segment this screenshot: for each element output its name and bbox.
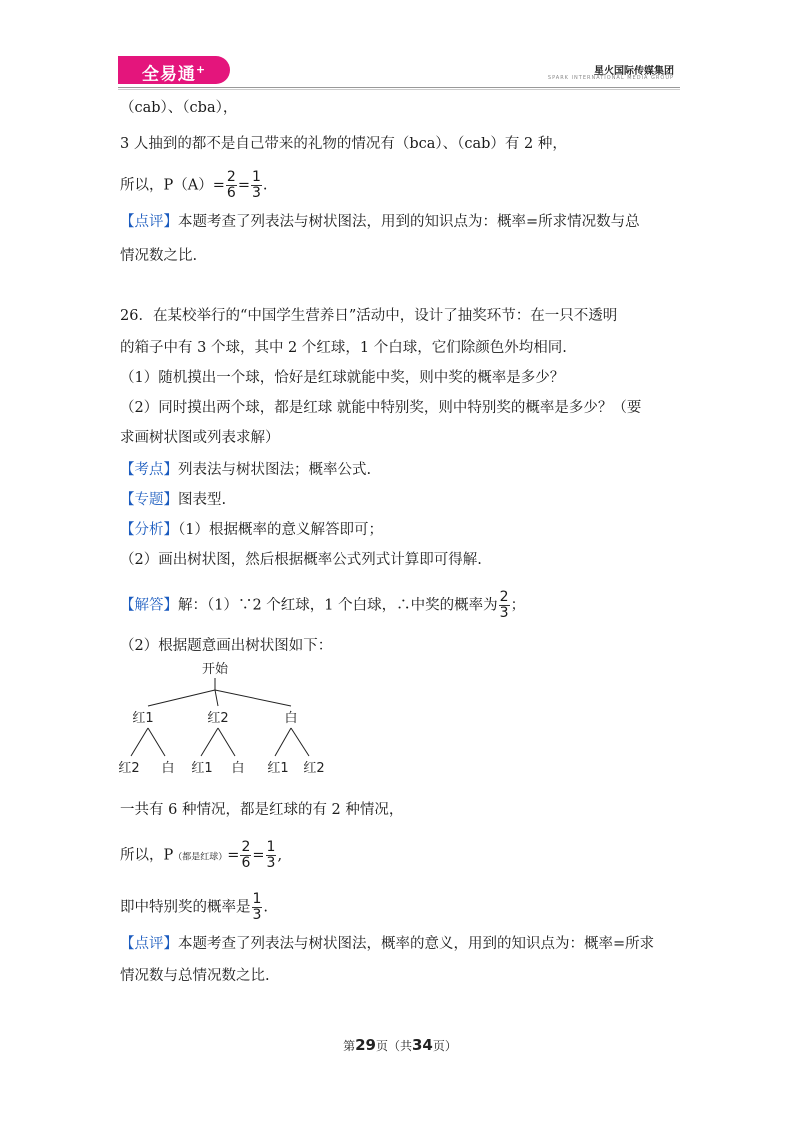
fraction (266, 840, 277, 871)
comment-tag: 【点评】 (120, 214, 178, 230)
text-segment: . (263, 899, 269, 916)
equals: = (237, 177, 250, 194)
denominator: 3 (266, 855, 276, 871)
tree-leaf: 白 (161, 761, 175, 776)
text-segment: 所以，P (120, 847, 174, 864)
analysis-tag: 【分析】 (120, 522, 178, 538)
fraction (499, 590, 510, 621)
text-segment: . (262, 177, 268, 194)
analysis-line (120, 520, 383, 540)
numerator: 2 (226, 169, 236, 185)
tree-node: 红2 (207, 711, 229, 726)
page-header (118, 56, 680, 88)
comment-text: 本题考查了列表法与树状图法，用到的知识点为：概率=所求情况数与总 (178, 214, 640, 230)
answer-tag: 【解答】 (120, 597, 178, 614)
tree-edge (148, 728, 165, 756)
question-line: （1）随机摸出一个球，恰好是红球就能中奖，则中奖的概率是多少？ (120, 370, 565, 386)
comment-tag: 【点评】 (120, 936, 178, 952)
tree-edge (291, 728, 309, 756)
tree-edge (201, 728, 218, 756)
logo-text: 全易通 (141, 64, 196, 85)
text-segment: , (277, 847, 283, 864)
fraction (226, 170, 237, 201)
subscript: （都是红球） (173, 852, 228, 863)
knowledge-text: 列表法与树状图法；概率公式. (178, 462, 372, 478)
analysis-text: （1）根据概率的意义解答即可； (178, 522, 383, 538)
logo-plus: + (195, 63, 207, 76)
comment-line (120, 934, 654, 954)
text-line: 一共有 6 种情况，都是红球的有 2 种情况， (120, 802, 404, 818)
numerator: 1 (266, 839, 276, 855)
denominator: 6 (226, 185, 236, 201)
text-line: 3 人抽到的都不是自己带来的礼物的情况有（bca）、（cab）有 2 种， (120, 136, 567, 152)
numerator: 2 (499, 589, 509, 605)
tree-diagram (118, 656, 348, 776)
topic-tag: 【专题】 (120, 492, 178, 508)
fraction (240, 840, 251, 871)
page-footer (0, 1036, 800, 1054)
text-line: 情况数之比. (120, 248, 198, 264)
probability-line (120, 892, 268, 923)
tree-edge (148, 690, 215, 706)
probability-line (120, 170, 268, 201)
brand-logo (118, 56, 230, 84)
denominator: 3 (499, 605, 509, 621)
comment-text: 本题考查了列表法与树状图法，概率的意义，用到的知识点为：概率=所求 (178, 936, 655, 952)
equals: = (252, 847, 265, 864)
fraction (251, 170, 262, 201)
equals: = (227, 847, 240, 864)
question-line: （2）同时摸出两个球，都是红球 就能中特别奖，则中特别奖的概率是多少？（要 (120, 400, 642, 416)
footer-text: 页（共 (375, 1039, 412, 1053)
footer-text: 第 (343, 1039, 356, 1053)
fraction (252, 892, 263, 923)
footer-text: 页） (432, 1039, 457, 1053)
tree-edge (215, 690, 218, 706)
tree-leaf: 红1 (191, 761, 213, 776)
text-segment: ； (510, 597, 526, 614)
tree-leaf: 白 (231, 761, 245, 776)
numerator: 2 (241, 839, 251, 855)
question-line: 求画树状图或列表求解） (120, 430, 280, 446)
header-rule (118, 87, 680, 88)
tree-edge (131, 728, 148, 756)
page-number: 29 (355, 1036, 376, 1054)
text-line: （2）画出树状图，然后根据概率公式列式计算即可得解. (120, 552, 482, 568)
comment-line (120, 212, 640, 232)
denominator: 3 (251, 185, 261, 201)
tree-edge (215, 690, 291, 706)
topic-text: 图表型. (178, 492, 227, 508)
tree-root: 开始 (201, 662, 229, 677)
tree-node: 红1 (132, 711, 154, 726)
brand-name: 星火国际传媒集团 (594, 66, 674, 77)
text-line: 情况数与总情况数之比. (120, 968, 270, 984)
text-segment: 所以，P（A）= (120, 177, 225, 194)
denominator: 3 (252, 907, 262, 923)
knowledge-tag: 【考点】 (120, 462, 178, 478)
tree-node: 白 (284, 711, 298, 726)
tree-leaf: 红1 (267, 761, 289, 776)
tree-edge (275, 728, 291, 756)
topic-line (120, 490, 226, 510)
denominator: 6 (241, 855, 251, 871)
answer-text: 解：（1）∵2 个红球，1 个白球，∴中奖的概率为 (178, 597, 498, 614)
total-pages: 34 (412, 1036, 433, 1054)
question-line: 的箱子中有 3 个球，其中 2 个红球，1 个白球，它们除颜色外均相同. (120, 340, 567, 356)
header-rule-thin (118, 89, 680, 90)
brand-subtitle: SPARK INTERNATIONAL MEDIA GROUP (547, 75, 674, 81)
tree-leaf: 红2 (118, 761, 140, 776)
numerator: 1 (251, 169, 261, 185)
tree-leaf: 红2 (303, 761, 325, 776)
text-segment: 即中特别奖的概率是 (120, 899, 251, 916)
knowledge-line (120, 460, 371, 480)
text-line: （cab）、（cba）， (120, 100, 238, 116)
numerator: 1 (252, 891, 262, 907)
text-line: （2）根据题意画出树状图如下： (120, 638, 333, 654)
tree-edge (218, 728, 235, 756)
probability-line (120, 840, 282, 871)
answer-line (120, 590, 525, 621)
question-line: 26．在某校举行的“中国学生营养日”活动中，设计了抽奖环节：在一只不透明 (120, 308, 618, 324)
